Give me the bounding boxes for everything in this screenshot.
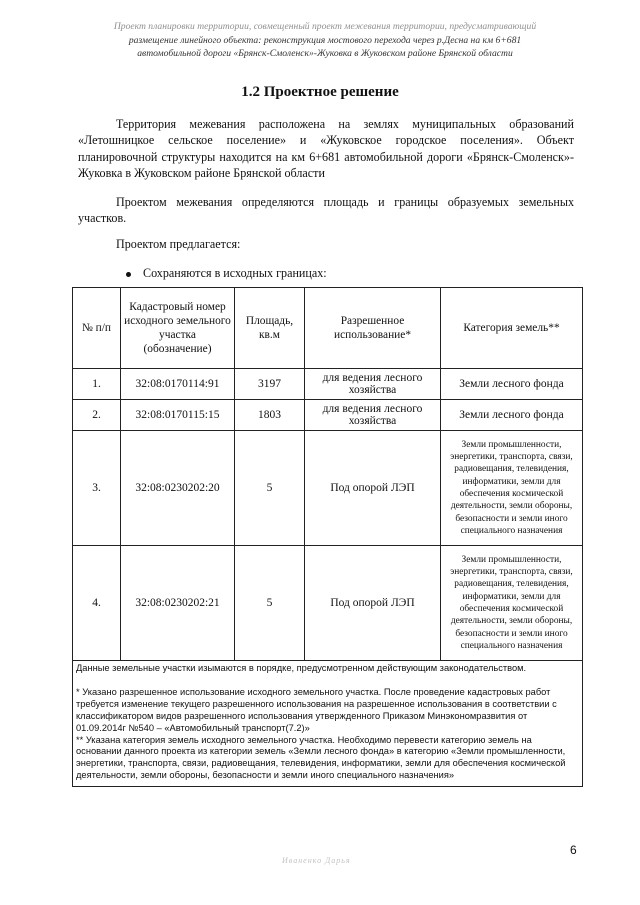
cell-use: Под опорой ЛЭП <box>305 431 441 546</box>
document-header <box>70 20 580 61</box>
cell-num: 4. <box>73 546 121 661</box>
cell-use: Под опорой ЛЭП <box>305 546 441 661</box>
cell-cadastral: 32:08:0170114:91 <box>121 369 235 400</box>
table-row <box>73 431 583 546</box>
cell-category: Земли лесного фонда <box>441 369 583 400</box>
paragraph-determination: Проектом межевания определяются площадь и границы образуемых земельных участков. <box>78 195 574 226</box>
table-notes-row <box>73 661 583 787</box>
cell-area: 5 <box>235 546 305 661</box>
header-cadastral: Кадастровый номер исходного земельного участка (обозначение) <box>121 288 235 369</box>
note-star-1: * Указано разрешенное использование исходного земельного участка. После проведение кадастровых работ требуется изменение текущего разрешенного использования на разрешенное использования в соответствии с классификатором видов разрешенного использования утвержденного Приказом Минэкономразвития от 01.09.2014г №540 – «Автомобильный транспорт(7.2)» <box>76 686 557 733</box>
cell-category: Земли промышленности, энергетики, транспорта, связи, радиовещания, телевидения, информатики, земли для обеспечения космической деятельности, земли обороны, безопасности и земли иного специального назначения <box>441 546 583 661</box>
cell-area: 1803 <box>235 400 305 431</box>
header-line-3: автомобильной дороги «Брянск-Смоленск»-Жуковка в Жуковском районе Брянской области <box>137 48 513 59</box>
page-number: 6 <box>570 843 577 857</box>
cell-cadastral: 32:08:0230202:20 <box>121 431 235 546</box>
bullet-dot-icon <box>126 272 131 277</box>
footer-stamp: Иваненко Дарья <box>282 856 351 865</box>
cell-num: 2. <box>73 400 121 431</box>
cell-cadastral: 32:08:0170115:15 <box>121 400 235 431</box>
bullet-item <box>126 266 327 281</box>
cell-area: 3197 <box>235 369 305 400</box>
note-main: Данные земельные участки изымаются в порядке, предусмотренном действующим законодательством. <box>76 663 527 673</box>
cell-area: 5 <box>235 431 305 546</box>
table-row <box>73 546 583 661</box>
paragraph-territory: Территория межевания расположена на землях муниципальных образований «Летошницкое сельское поселение» и «Жуковское городское поселения». Объект планировочной структуры находится на км 6+681 автомобильной дороги «Брянск-Смоленск»-Жуковка в Жуковском районе Брянской области <box>78 117 574 180</box>
paragraph-proposal: Проектом предлагается: <box>116 237 241 251</box>
note-star-2: ** Указана категория земель исходного земельного участка. Необходимо перевести категорию земель на основании данного проекта из категории земель «Земли лесного фонда» в категорию «Земли промышленности, энергетики, транспорта, связи, радиовещания, телевидения, информатики, земли для обеспечения космической деятельности, земли обороны, безопасности и земли иного специального назначения» <box>76 734 566 781</box>
header-use: Разрешенное использование* <box>305 288 441 369</box>
table-row <box>73 369 583 400</box>
section-title: 1.2 Проектное решение <box>241 84 399 100</box>
table-row <box>73 400 583 431</box>
land-plots-table <box>72 287 583 787</box>
cell-category: Земли промышленности, энергетики, транспорта, связи, радиовещания, телевидения, информатики, земли для обеспечения космической деятельности, земли обороны, безопасности и земли иного специального назначения <box>441 431 583 546</box>
header-line-1: Проект планировки территории, совмещенный проект межевания территории, предусматривающий <box>113 21 537 32</box>
header-line-2: размещение линейного объекта: реконструкция мостового перехода через р.Десна на км 6+681 <box>128 34 522 46</box>
table-header-row <box>73 288 583 369</box>
header-category: Категория земель** <box>441 288 583 369</box>
notes-cell <box>73 661 583 787</box>
cell-use: для ведения лесного хозяйства <box>305 400 441 431</box>
cell-num: 1. <box>73 369 121 400</box>
cell-use: для ведения лесного хозяйства <box>305 369 441 400</box>
header-num: № п/п <box>73 288 121 369</box>
cell-category: Земли лесного фонда <box>441 400 583 431</box>
bullet-text: Сохраняются в исходных границах: <box>143 266 327 280</box>
cell-num: 3. <box>73 431 121 546</box>
cell-cadastral: 32:08:0230202:21 <box>121 546 235 661</box>
header-area: Площадь, кв.м <box>235 288 305 369</box>
